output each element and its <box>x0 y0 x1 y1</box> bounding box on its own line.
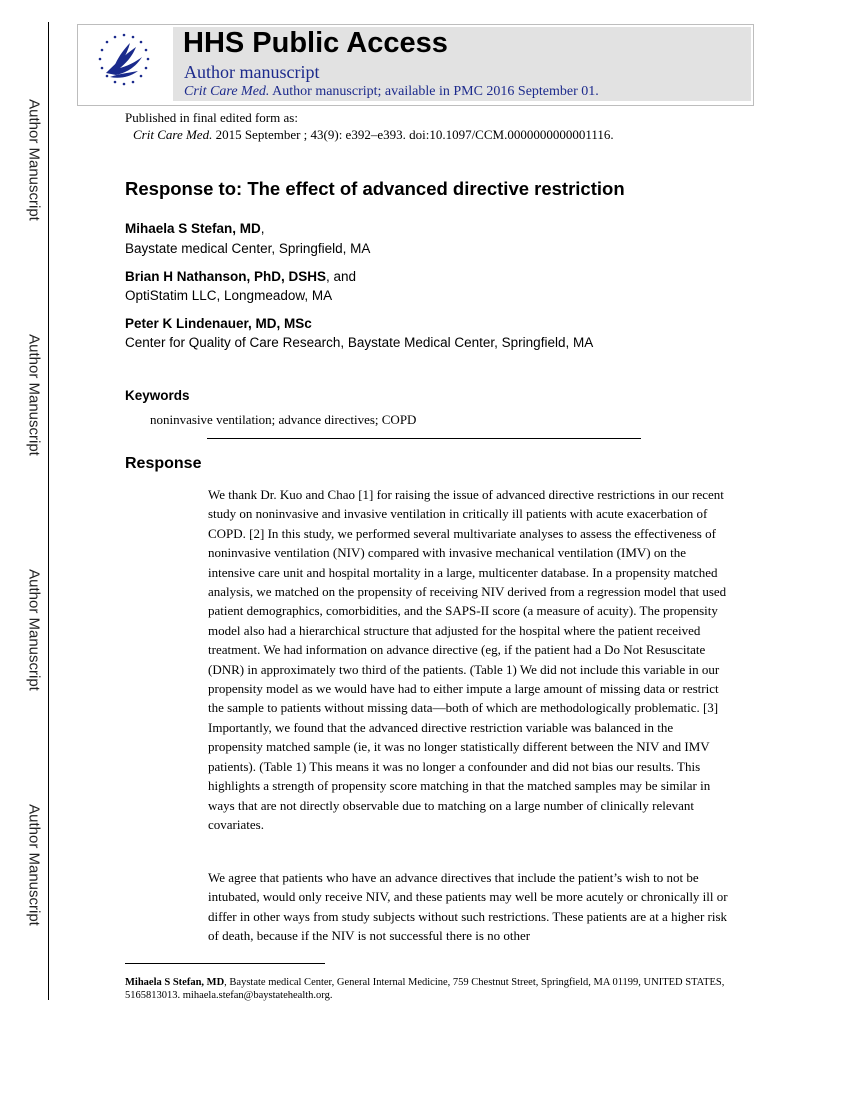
keywords-list: noninvasive ventilation; advance directives; COPD <box>150 412 417 427</box>
paragraph-1: We thank Dr. Kuo and Chao [1] for raising the issue of advanced directive restrictions in our recent study on noninvasive and invasive ventilation in critically ill patients with acute exacerbation of COPD. [2] In this study, we performed several multivariate analyses to assess the effectiveness of noninvasive ventilation (NIV) compared with invasive mechanical ventilation (IMV) on the intensive care unit and hospital mortality in a large, multicenter database. In a propensity matched analysis, we matched on the propensity of receiving NIV derived from a regression model that used patient demographics, comorbidities, and the SAPS-II score (a measure of acuity). The propensity model also had a hierarchical structure that adjusted for the hospital where the patient received treatment. We had information on advance directive (eg, if the patient had a Do Not Resuscitate (DNR) in approximately two third of the patients. (Table 1) We did not include this variable in our propensity model as we would have had to either impute a large amount of missing data or restrict the sample to patients without missing data—both of which are methodologically problematic. [3] Importantly, we found that the advanced directive restriction variable was balanced in the propensity matched sample (ie, it was no longer statistically different between the NIV and IMV patients). (Table 1) This means it was no longer a confounder and did not bias our results. This highlights a strength of propensity score matching in that the matched samples may be similar in ways that are not directly observable due to matching on a large number of clinically relevant covariates. <box>208 487 727 832</box>
affiliation-2: OptiStatim LLC, Longmeadow, MA <box>125 288 333 303</box>
banner-availability: Crit Care Med. Author manuscript; available in PMC 2016 September 01. <box>184 84 599 99</box>
banner-title: HHS Public Access <box>183 27 448 59</box>
hhs-header-bar <box>173 27 751 101</box>
banner-journal: Crit Care Med. <box>184 84 270 99</box>
affiliation-3: Center for Quality of Care Research, Baystate Medical Center, Springfield, MA <box>125 335 594 350</box>
paragraph-2: We agree that patients who have an advance directives that include the patient’s wish to not be intubated, would only receive NIV, and these patients may well be more acutely or chronically ill or differ in other ways from study subjects without such restrictions. These patients are at a higher risk of death, because if the NIV is not successful there is no other <box>208 870 728 944</box>
margin-rule <box>48 22 49 1000</box>
section-heading: Response <box>125 455 202 472</box>
hhs-eagle-logo <box>80 27 168 101</box>
article-title: Response to: The effect of advanced directive restriction <box>125 178 625 199</box>
footnote-divider <box>125 963 325 964</box>
published-label: Published in final edited form as: <box>125 110 298 125</box>
banner-subtitle: Author manuscript <box>184 62 320 82</box>
author-3: Peter K Lindenauer, MD, MSc <box>125 316 312 331</box>
keywords-heading: Keywords <box>125 388 190 403</box>
author-2: Brian H Nathanson, PhD, DSHS, and <box>125 269 357 284</box>
hhs-banner <box>77 24 754 106</box>
author-1: Mihaela S Stefan, MD, <box>125 221 265 236</box>
affiliation-1: Baystate medical Center, Springfield, MA <box>125 241 371 256</box>
footnote: Mihaela S Stefan, MD, Baystate medical Center, General Internal Medicine, 759 Chestnut Street, Springfield, MA 01199, UNITED STATES, 5165813013. mihaela.stefan@baystatehealth.org. <box>125 977 725 1001</box>
citation: Crit Care Med. 2015 September ; 43(9): e392–e393. doi:10.1097/CCM.0000000000001116. <box>133 127 614 142</box>
keywords-divider <box>207 438 641 439</box>
